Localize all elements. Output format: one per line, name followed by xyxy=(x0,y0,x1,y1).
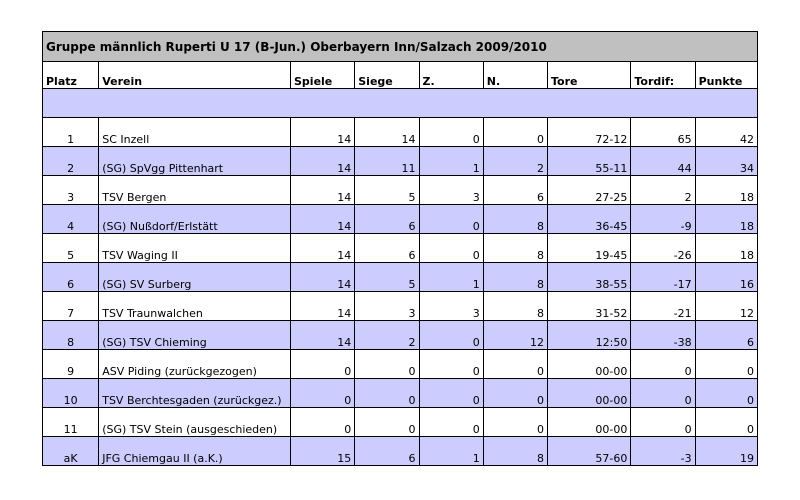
cell-niederlagen: 8 xyxy=(483,234,547,263)
cell-verein: (SG) TSV Chieming xyxy=(99,321,291,350)
cell-tore: 57-60 xyxy=(548,437,631,466)
cell-punkte: 18 xyxy=(695,205,757,234)
cell-platz: 10 xyxy=(43,379,99,408)
cell-unentschieden: 0 xyxy=(419,379,483,408)
cell-platz: aK xyxy=(43,437,99,466)
cell-platz: 11 xyxy=(43,408,99,437)
cell-platz: 4 xyxy=(43,205,99,234)
table-row xyxy=(43,350,758,379)
header-spiele: Spiele xyxy=(291,62,355,89)
cell-spiele: 14 xyxy=(291,176,355,205)
cell-platz: 8 xyxy=(43,321,99,350)
table-spacer-row xyxy=(43,89,758,118)
header-niederlagen: N. xyxy=(483,62,547,89)
cell-unentschieden: 3 xyxy=(419,292,483,321)
cell-verein: (SG) SpVgg Pittenhart xyxy=(99,147,291,176)
cell-tordif: 65 xyxy=(631,118,695,147)
table-row xyxy=(43,408,758,437)
cell-niederlagen: 8 xyxy=(483,292,547,321)
cell-punkte: 0 xyxy=(695,379,757,408)
cell-siege: 0 xyxy=(355,379,419,408)
cell-unentschieden: 0 xyxy=(419,118,483,147)
cell-verein: TSV Berchtesgaden (zurückgez.) xyxy=(99,379,291,408)
header-verein: Verein xyxy=(99,62,291,89)
cell-platz: 6 xyxy=(43,263,99,292)
cell-spiele: 14 xyxy=(291,147,355,176)
cell-niederlagen: 0 xyxy=(483,379,547,408)
cell-tore: 55-11 xyxy=(548,147,631,176)
cell-spiele: 14 xyxy=(291,118,355,147)
cell-spiele: 0 xyxy=(291,350,355,379)
cell-niederlagen: 0 xyxy=(483,408,547,437)
cell-platz: 2 xyxy=(43,147,99,176)
cell-verein: JFG Chiemgau II (a.K.) xyxy=(99,437,291,466)
cell-spiele: 14 xyxy=(291,292,355,321)
cell-punkte: 18 xyxy=(695,234,757,263)
cell-tore: 19-45 xyxy=(548,234,631,263)
cell-siege: 0 xyxy=(355,350,419,379)
header-siege: Siege xyxy=(355,62,419,89)
cell-verein: TSV Bergen xyxy=(99,176,291,205)
header-tordif: Tordif: xyxy=(631,62,695,89)
cell-spiele: 14 xyxy=(291,205,355,234)
cell-spiele: 14 xyxy=(291,234,355,263)
table-row xyxy=(43,176,758,205)
cell-tore: 12:50 xyxy=(548,321,631,350)
cell-niederlagen: 6 xyxy=(483,176,547,205)
cell-verein: (SG) Nußdorf/Erlstätt xyxy=(99,205,291,234)
cell-tore: 00-00 xyxy=(548,350,631,379)
cell-punkte: 12 xyxy=(695,292,757,321)
cell-platz: 9 xyxy=(43,350,99,379)
cell-platz: 3 xyxy=(43,176,99,205)
cell-tore: 00-00 xyxy=(548,379,631,408)
cell-punkte: 16 xyxy=(695,263,757,292)
cell-unentschieden: 0 xyxy=(419,321,483,350)
cell-tore: 36-45 xyxy=(548,205,631,234)
cell-tordif: -9 xyxy=(631,205,695,234)
cell-niederlagen: 0 xyxy=(483,118,547,147)
cell-siege: 2 xyxy=(355,321,419,350)
cell-tordif: -26 xyxy=(631,234,695,263)
cell-tordif: -38 xyxy=(631,321,695,350)
cell-siege: 0 xyxy=(355,408,419,437)
cell-punkte: 19 xyxy=(695,437,757,466)
cell-unentschieden: 0 xyxy=(419,408,483,437)
cell-niederlagen: 0 xyxy=(483,350,547,379)
cell-tore: 72-12 xyxy=(548,118,631,147)
cell-niederlagen: 2 xyxy=(483,147,547,176)
header-platz: Platz xyxy=(43,62,99,89)
cell-verein: SC Inzell xyxy=(99,118,291,147)
cell-tordif: 2 xyxy=(631,176,695,205)
cell-niederlagen: 8 xyxy=(483,205,547,234)
cell-verein: (SG) TSV Stein (ausgeschieden) xyxy=(99,408,291,437)
table-row xyxy=(43,263,758,292)
table-row xyxy=(43,147,758,176)
cell-spiele: 15 xyxy=(291,437,355,466)
table-row xyxy=(43,205,758,234)
cell-tore: 31-52 xyxy=(548,292,631,321)
cell-tordif: -3 xyxy=(631,437,695,466)
table-row xyxy=(43,118,758,147)
cell-punkte: 0 xyxy=(695,408,757,437)
cell-tordif: 44 xyxy=(631,147,695,176)
cell-siege: 11 xyxy=(355,147,419,176)
table-row xyxy=(43,321,758,350)
cell-siege: 6 xyxy=(355,437,419,466)
cell-tordif: 0 xyxy=(631,408,695,437)
cell-siege: 14 xyxy=(355,118,419,147)
cell-unentschieden: 1 xyxy=(419,437,483,466)
cell-unentschieden: 1 xyxy=(419,147,483,176)
table-row xyxy=(43,437,758,466)
cell-tordif: 0 xyxy=(631,350,695,379)
cell-siege: 5 xyxy=(355,176,419,205)
table-row xyxy=(43,379,758,408)
cell-tore: 27-25 xyxy=(548,176,631,205)
cell-tordif: 0 xyxy=(631,379,695,408)
header-tore: Tore xyxy=(548,62,631,89)
cell-platz: 7 xyxy=(43,292,99,321)
cell-punkte: 42 xyxy=(695,118,757,147)
league-standings-table xyxy=(42,31,758,466)
header-unentschieden: Z. xyxy=(419,62,483,89)
cell-punkte: 18 xyxy=(695,176,757,205)
cell-niederlagen: 8 xyxy=(483,437,547,466)
spacer-cell xyxy=(43,89,758,118)
cell-niederlagen: 12 xyxy=(483,321,547,350)
cell-verein: TSV Traunwalchen xyxy=(99,292,291,321)
cell-spiele: 14 xyxy=(291,321,355,350)
cell-siege: 6 xyxy=(355,205,419,234)
cell-unentschieden: 3 xyxy=(419,176,483,205)
cell-niederlagen: 8 xyxy=(483,263,547,292)
cell-verein: TSV Waging II xyxy=(99,234,291,263)
table-header-row xyxy=(43,62,758,89)
cell-tordif: -21 xyxy=(631,292,695,321)
cell-tordif: -17 xyxy=(631,263,695,292)
table-title-row xyxy=(43,32,758,62)
cell-spiele: 14 xyxy=(291,263,355,292)
cell-unentschieden: 0 xyxy=(419,205,483,234)
cell-siege: 6 xyxy=(355,234,419,263)
cell-tore: 38-55 xyxy=(548,263,631,292)
cell-unentschieden: 1 xyxy=(419,263,483,292)
cell-platz: 5 xyxy=(43,234,99,263)
cell-tore: 00-00 xyxy=(548,408,631,437)
cell-spiele: 0 xyxy=(291,408,355,437)
cell-punkte: 0 xyxy=(695,350,757,379)
cell-spiele: 0 xyxy=(291,379,355,408)
cell-verein: (SG) SV Surberg xyxy=(99,263,291,292)
table-title: Gruppe männlich Ruperti U 17 (B-Jun.) Oberbayern Inn/Salzach 2009/2010 xyxy=(43,32,758,62)
cell-siege: 3 xyxy=(355,292,419,321)
table-row xyxy=(43,234,758,263)
table-row xyxy=(43,292,758,321)
cell-verein: ASV Piding (zurückgezogen) xyxy=(99,350,291,379)
cell-siege: 5 xyxy=(355,263,419,292)
cell-platz: 1 xyxy=(43,118,99,147)
cell-unentschieden: 0 xyxy=(419,350,483,379)
cell-unentschieden: 0 xyxy=(419,234,483,263)
cell-punkte: 6 xyxy=(695,321,757,350)
cell-punkte: 34 xyxy=(695,147,757,176)
header-punkte: Punkte xyxy=(695,62,757,89)
